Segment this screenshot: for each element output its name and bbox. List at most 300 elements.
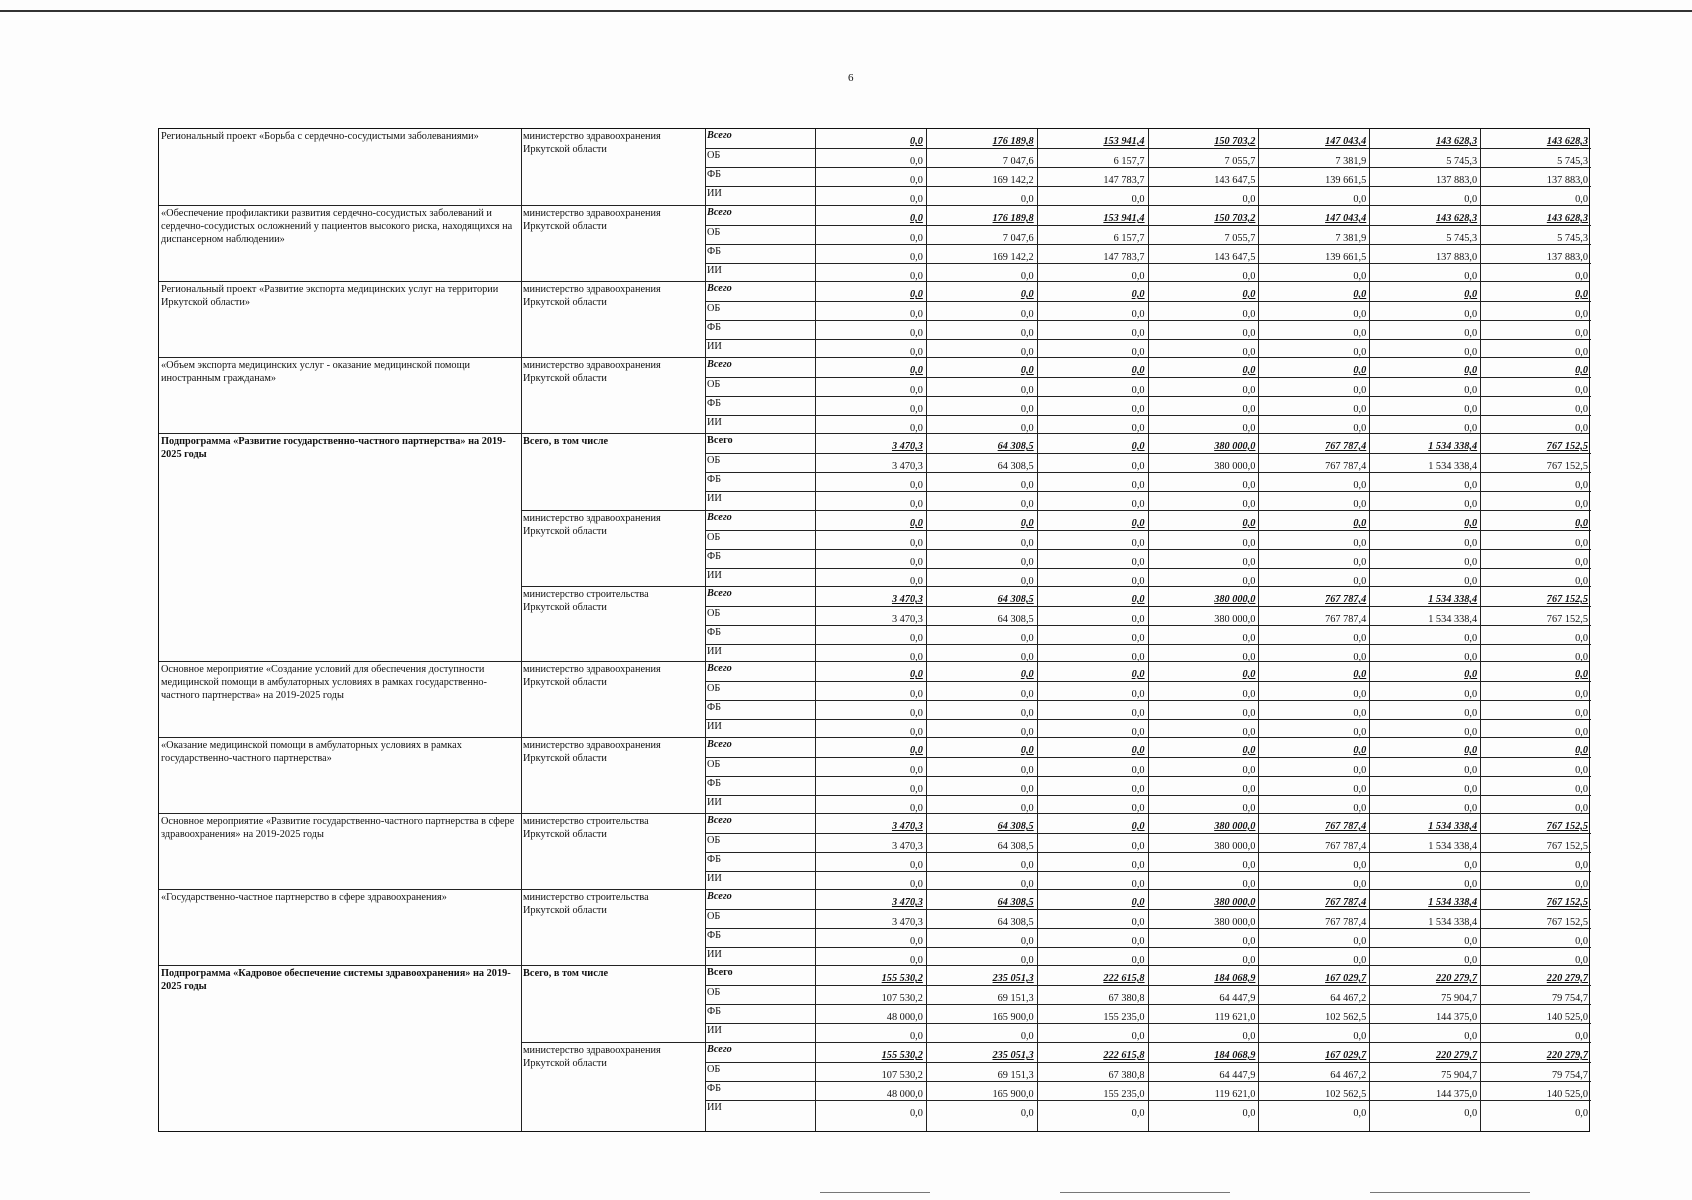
value-cell: 0,0 xyxy=(1575,745,1588,756)
value-cell: 102 562,5 xyxy=(1325,1012,1367,1023)
value-cell: 0,0 xyxy=(1131,289,1145,300)
value-cell: 0,0 xyxy=(1353,727,1367,738)
value-cell: 0,0 xyxy=(1242,518,1256,529)
executor-name: министерство строительства Иркутской области xyxy=(523,589,649,613)
value-cell: 1 534 338,4 xyxy=(1428,594,1478,605)
table-row xyxy=(705,795,1591,815)
value-cell: 1 534 338,4 xyxy=(1428,917,1478,928)
value-cell: 0,0 xyxy=(1242,1031,1256,1042)
executor-name: министерство здравоохранения Иркутской области xyxy=(523,513,661,537)
table-block xyxy=(159,889,1589,966)
value-cell: 64 308,5 xyxy=(997,821,1034,832)
value-cell: 165 900,0 xyxy=(992,1012,1034,1023)
value-cell: 0,0 xyxy=(1464,271,1478,282)
table-row xyxy=(705,186,1591,206)
value-cell: 0,0 xyxy=(1353,765,1367,776)
value-cell: 5 745,3 xyxy=(1557,233,1588,244)
funding-source-label: ИИ xyxy=(707,265,722,276)
executor-name: министерство здравоохранения Иркутской области xyxy=(523,360,661,384)
value-cell: 0,0 xyxy=(1020,328,1034,339)
value-cell: 0,0 xyxy=(1242,669,1256,680)
value-cell: 0,0 xyxy=(909,669,923,680)
table-row xyxy=(705,511,1591,530)
value-cell: 0,0 xyxy=(1353,385,1367,396)
value-cell: 0,0 xyxy=(1020,708,1034,719)
value-cell: 767 787,4 xyxy=(1325,821,1367,832)
value-cell: 6 157,7 xyxy=(1113,156,1145,167)
value-cell: 0,0 xyxy=(1131,194,1145,205)
value-cell: 0,0 xyxy=(1131,727,1145,738)
table-row xyxy=(705,206,1591,225)
value-cell: 0,0 xyxy=(909,879,923,890)
funding-source-label: ИИ xyxy=(707,721,722,732)
funding-source-label: ОБ xyxy=(707,379,721,390)
funding-source-label: ОБ xyxy=(707,608,721,619)
program-name: «Оказание медицинской помощи в амбулаторных условиях в рамках государственно-частного партнерства» xyxy=(161,740,462,764)
value-cell: 222 615,8 xyxy=(1103,973,1145,984)
value-cell: 169 142,2 xyxy=(992,252,1034,263)
funding-source-label: ФБ xyxy=(707,1006,722,1017)
value-cell: 767 152,5 xyxy=(1546,614,1588,625)
table-row xyxy=(705,167,1591,187)
value-cell: 0,0 xyxy=(1464,669,1478,680)
table-block xyxy=(159,737,1589,814)
value-cell: 0,0 xyxy=(909,1108,923,1119)
value-cell: 0,0 xyxy=(1353,309,1367,320)
value-cell: 0,0 xyxy=(1464,727,1478,738)
value-cell: 0,0 xyxy=(1020,480,1034,491)
value-cell: 0,0 xyxy=(1020,385,1034,396)
value-cell: 0,0 xyxy=(1575,271,1588,282)
table-row xyxy=(705,606,1591,626)
value-cell: 0,0 xyxy=(1020,1108,1034,1119)
scan-top-border xyxy=(0,10,1692,12)
table-row xyxy=(705,282,1591,301)
program-name: Региональный проект «Борьба с сердечно-сосудистыми заболеваниями» xyxy=(161,131,479,142)
scan-artifact-line xyxy=(1370,1192,1530,1193)
value-cell: 143 628,3 xyxy=(1546,213,1588,224)
value-cell: 0,0 xyxy=(1353,328,1367,339)
funding-source-label: ФБ xyxy=(707,169,722,180)
value-cell: 0,0 xyxy=(1353,423,1367,434)
value-cell: 0,0 xyxy=(1242,803,1256,814)
value-cell: 767 152,5 xyxy=(1546,841,1588,852)
value-cell: 0,0 xyxy=(909,156,923,167)
value-cell: 64 308,5 xyxy=(997,897,1034,908)
funding-source-label: Всего xyxy=(707,891,732,902)
value-cell: 139 661,5 xyxy=(1325,175,1367,186)
value-cell: 64 308,5 xyxy=(997,614,1034,625)
value-cell: 0,0 xyxy=(1131,669,1145,680)
value-cell: 0,0 xyxy=(1353,1108,1367,1119)
funding-source-label: Всего xyxy=(707,815,732,826)
value-cell: 0,0 xyxy=(1575,1108,1588,1119)
executor-name: министерство здравоохранения Иркутской области xyxy=(523,208,661,232)
value-cell: 380 000,0 xyxy=(1214,461,1256,472)
value-cell: 0,0 xyxy=(1242,309,1256,320)
value-cell: 155 530,2 xyxy=(881,973,923,984)
table-row xyxy=(705,1023,1591,1043)
value-cell: 107 530,2 xyxy=(881,993,923,1004)
value-cell: 767 152,5 xyxy=(1546,461,1588,472)
value-cell: 0,0 xyxy=(1353,879,1367,890)
value-cell: 235 051,3 xyxy=(992,973,1034,984)
value-cell: 0,0 xyxy=(1575,328,1588,339)
value-cell: 0,0 xyxy=(1131,271,1145,282)
value-cell: 0,0 xyxy=(909,936,923,947)
value-cell: 0,0 xyxy=(1464,365,1478,376)
table-row xyxy=(705,148,1591,168)
value-cell: 6 157,7 xyxy=(1113,233,1145,244)
value-cell: 184 068,9 xyxy=(1214,1050,1256,1061)
value-cell: 0,0 xyxy=(1353,576,1367,587)
value-cell: 0,0 xyxy=(1464,708,1478,719)
value-cell: 380 000,0 xyxy=(1214,897,1256,908)
value-cell: 119 621,0 xyxy=(1214,1089,1256,1100)
funding-source-label: ОБ xyxy=(707,911,721,922)
funding-source-label: ФБ xyxy=(707,398,722,409)
funding-source-label: ОБ xyxy=(707,987,721,998)
value-cell: 7 047,6 xyxy=(1002,156,1034,167)
value-cell: 0,0 xyxy=(909,194,923,205)
value-cell: 0,0 xyxy=(1575,708,1588,719)
value-cell: 1 534 338,4 xyxy=(1428,614,1478,625)
value-cell: 0,0 xyxy=(1575,727,1588,738)
value-cell: 0,0 xyxy=(1242,879,1256,890)
table-row xyxy=(705,587,1591,606)
value-cell: 0,0 xyxy=(909,955,923,966)
value-cell: 0,0 xyxy=(1131,538,1145,549)
value-cell: 147 783,7 xyxy=(1103,175,1145,186)
table-row xyxy=(705,320,1591,340)
value-cell: 75 904,7 xyxy=(1441,993,1478,1004)
value-cell: 222 615,8 xyxy=(1103,1050,1145,1061)
value-cell: 0,0 xyxy=(1464,538,1478,549)
value-cell: 0,0 xyxy=(1020,633,1034,644)
value-cell: 0,0 xyxy=(1575,784,1588,795)
value-cell: 137 883,0 xyxy=(1546,252,1588,263)
value-cell: 0,0 xyxy=(909,309,923,320)
value-cell: 0,0 xyxy=(1575,538,1588,549)
value-cell: 0,0 xyxy=(1353,652,1367,663)
value-cell: 150 703,2 xyxy=(1214,136,1256,147)
program-name: Подпрограмма «Развитие государственно-частного партнерства» на 2019-2025 годы xyxy=(161,436,506,460)
value-cell: 155 235,0 xyxy=(1103,1089,1145,1100)
program-name: «Объем экспорта медицинских услуг - оказание медицинской помощи иностранным гражданам» xyxy=(161,360,471,384)
value-cell: 0,0 xyxy=(1464,1108,1478,1119)
value-cell: 0,0 xyxy=(1575,385,1588,396)
funding-source-label: Всего xyxy=(707,130,732,141)
value-cell: 0,0 xyxy=(1020,669,1034,680)
table-block xyxy=(159,661,1589,738)
value-cell: 0,0 xyxy=(1131,309,1145,320)
value-cell: 0,0 xyxy=(1353,689,1367,700)
funding-source-label: ИИ xyxy=(707,493,722,504)
value-cell: 0,0 xyxy=(1242,708,1256,719)
value-cell: 767 787,4 xyxy=(1325,897,1367,908)
value-cell: 767 787,4 xyxy=(1325,614,1367,625)
value-cell: 0,0 xyxy=(1242,765,1256,776)
value-cell: 0,0 xyxy=(1353,784,1367,795)
value-cell: 0,0 xyxy=(1464,689,1478,700)
value-cell: 137 883,0 xyxy=(1435,252,1478,263)
value-cell: 0,0 xyxy=(1131,441,1145,452)
table-row xyxy=(705,852,1591,872)
value-cell: 767 152,5 xyxy=(1546,441,1588,452)
value-cell: 0,0 xyxy=(1131,461,1145,472)
funding-source-label: ИИ xyxy=(707,873,722,884)
value-cell: 167 029,7 xyxy=(1325,1050,1367,1061)
value-cell: 64 308,5 xyxy=(997,917,1034,928)
value-cell: 0,0 xyxy=(1131,633,1145,644)
value-cell: 0,0 xyxy=(1131,1031,1145,1042)
value-cell: 7 381,9 xyxy=(1335,233,1367,244)
value-cell: 102 562,5 xyxy=(1325,1089,1367,1100)
value-cell: 380 000,0 xyxy=(1214,594,1256,605)
value-cell: 3 470,3 xyxy=(891,897,923,908)
table-row xyxy=(705,472,1591,492)
table-row xyxy=(705,396,1591,416)
value-cell: 0,0 xyxy=(1131,347,1145,358)
value-cell: 0,0 xyxy=(1575,576,1588,587)
program-name: Региональный проект «Развитие экспорта медицинских услуг на территории Иркутской области» xyxy=(161,284,499,308)
funding-source-label: ИИ xyxy=(707,188,722,199)
executor-name: министерство здравоохранения Иркутской области xyxy=(523,740,661,764)
table-row xyxy=(705,549,1591,569)
value-cell: 143 628,3 xyxy=(1546,136,1588,147)
funding-source-label: ФБ xyxy=(707,778,722,789)
value-cell: 0,0 xyxy=(1020,955,1034,966)
scan-artifact-line xyxy=(1060,1192,1230,1193)
value-cell: 0,0 xyxy=(1020,689,1034,700)
executor-group xyxy=(521,129,1591,205)
value-cell: 147 783,7 xyxy=(1103,252,1145,263)
funding-source-label: ОБ xyxy=(707,455,721,466)
table-row xyxy=(705,244,1591,264)
value-cell: 0,0 xyxy=(909,233,923,244)
value-cell: 0,0 xyxy=(1464,289,1478,300)
value-cell: 147 043,4 xyxy=(1325,213,1367,224)
page-number: 6 xyxy=(848,72,854,84)
value-cell: 0,0 xyxy=(1020,518,1034,529)
value-cell: 0,0 xyxy=(909,708,923,719)
value-cell: 176 189,8 xyxy=(992,136,1034,147)
value-cell: 144 375,0 xyxy=(1435,1012,1478,1023)
funding-source-label: Всего xyxy=(707,739,732,750)
value-cell: 0,0 xyxy=(909,404,923,415)
value-cell: 0,0 xyxy=(1020,423,1034,434)
value-cell: 7 055,7 xyxy=(1224,233,1256,244)
funding-source-label: Всего xyxy=(707,1044,732,1055)
value-cell: 0,0 xyxy=(1464,499,1478,510)
value-cell: 0,0 xyxy=(1131,1108,1145,1119)
executor-group xyxy=(521,510,1591,587)
value-cell: 0,0 xyxy=(1464,803,1478,814)
value-cell: 147 043,4 xyxy=(1325,136,1367,147)
value-cell: 0,0 xyxy=(1464,652,1478,663)
value-cell: 0,0 xyxy=(1575,289,1588,300)
value-cell: 0,0 xyxy=(909,423,923,434)
value-cell: 64 467,2 xyxy=(1330,993,1367,1004)
value-cell: 155 530,2 xyxy=(881,1050,923,1061)
value-cell: 0,0 xyxy=(1020,404,1034,415)
value-cell: 0,0 xyxy=(1020,576,1034,587)
value-cell: 0,0 xyxy=(1242,404,1256,415)
funding-source-label: ФБ xyxy=(707,474,722,485)
value-cell: 767 787,4 xyxy=(1325,917,1367,928)
funding-source-label: ФБ xyxy=(707,246,722,257)
program-name: Основное мероприятие «Развитие государственно-частного партнерства в сфере здравоохранения» на 2019-2025 годы xyxy=(161,816,515,840)
executor-name: министерство здравоохранения Иркутской области xyxy=(523,131,661,155)
value-cell: 767 152,5 xyxy=(1546,594,1588,605)
value-cell: 0,0 xyxy=(1020,765,1034,776)
value-cell: 0,0 xyxy=(1131,557,1145,568)
value-cell: 64 308,5 xyxy=(997,461,1034,472)
funding-source-label: ОБ xyxy=(707,532,721,543)
program-name: Подпрограмма «Кадровое обеспечение системы здравоохранения» на 2019-2025 годы xyxy=(161,968,511,992)
value-cell: 137 883,0 xyxy=(1435,175,1478,186)
table-row xyxy=(705,263,1591,283)
value-cell: 0,0 xyxy=(1131,480,1145,491)
value-cell: 0,0 xyxy=(909,1031,923,1042)
value-cell: 67 380,8 xyxy=(1108,1070,1145,1081)
table-row xyxy=(705,1043,1591,1062)
value-cell: 0,0 xyxy=(1353,480,1367,491)
executor-group xyxy=(521,358,1591,434)
table-row xyxy=(705,225,1591,245)
value-cell: 0,0 xyxy=(1464,860,1478,871)
value-cell: 169 142,2 xyxy=(992,175,1034,186)
value-cell: 0,0 xyxy=(1575,860,1588,871)
value-cell: 0,0 xyxy=(1131,708,1145,719)
value-cell: 0,0 xyxy=(1242,557,1256,568)
value-cell: 64 308,5 xyxy=(997,841,1034,852)
value-cell: 0,0 xyxy=(1242,689,1256,700)
value-cell: 137 883,0 xyxy=(1546,175,1588,186)
value-cell: 1 534 338,4 xyxy=(1428,441,1478,452)
table-row xyxy=(705,833,1591,853)
value-cell: 3 470,3 xyxy=(891,917,923,928)
table-row xyxy=(705,453,1591,473)
value-cell: 0,0 xyxy=(909,727,923,738)
value-cell: 0,0 xyxy=(1131,576,1145,587)
value-cell: 0,0 xyxy=(1242,652,1256,663)
value-cell: 0,0 xyxy=(909,803,923,814)
value-cell: 220 279,7 xyxy=(1546,1050,1588,1061)
funding-source-label: ИИ xyxy=(707,646,722,657)
funding-source-label: ФБ xyxy=(707,702,722,713)
value-cell: 0,0 xyxy=(1020,860,1034,871)
value-cell: 0,0 xyxy=(909,213,923,224)
executor-group xyxy=(521,206,1591,282)
value-cell: 0,0 xyxy=(1020,936,1034,947)
value-cell: 69 151,3 xyxy=(997,993,1034,1004)
value-cell: 0,0 xyxy=(1131,404,1145,415)
value-cell: 1 534 338,4 xyxy=(1428,461,1478,472)
value-cell: 5 745,3 xyxy=(1446,233,1478,244)
funding-source-label: ИИ xyxy=(707,1102,722,1113)
value-cell: 64 308,5 xyxy=(997,594,1034,605)
value-cell: 0,0 xyxy=(1131,821,1145,832)
value-cell: 0,0 xyxy=(1353,289,1367,300)
value-cell: 0,0 xyxy=(1464,328,1478,339)
table-row xyxy=(705,909,1591,929)
value-cell: 767 787,4 xyxy=(1325,441,1367,452)
value-cell: 0,0 xyxy=(1242,936,1256,947)
value-cell: 0,0 xyxy=(909,765,923,776)
value-cell: 0,0 xyxy=(1464,385,1478,396)
value-cell: 0,0 xyxy=(909,745,923,756)
funding-source-label: ОБ xyxy=(707,303,721,314)
value-cell: 0,0 xyxy=(1242,365,1256,376)
value-cell: 0,0 xyxy=(1242,633,1256,644)
table-row xyxy=(705,377,1591,397)
value-cell: 3 470,3 xyxy=(891,821,923,832)
funding-source-label: ФБ xyxy=(707,930,722,941)
table-row xyxy=(705,662,1591,681)
executor-name: министерство здравоохранения Иркутской области xyxy=(523,1045,661,1069)
value-cell: 0,0 xyxy=(1575,480,1588,491)
value-cell: 0,0 xyxy=(1353,955,1367,966)
value-cell: 0,0 xyxy=(1575,518,1588,529)
value-cell: 0,0 xyxy=(1020,1031,1034,1042)
value-cell: 0,0 xyxy=(1575,309,1588,320)
table-row xyxy=(705,890,1591,909)
funding-source-label: Всего xyxy=(707,435,733,446)
funding-source-label: ФБ xyxy=(707,627,722,638)
value-cell: 0,0 xyxy=(1575,803,1588,814)
executor-group xyxy=(521,738,1591,814)
value-cell: 0,0 xyxy=(1464,347,1478,358)
table-block xyxy=(159,129,1589,205)
table-row xyxy=(705,814,1591,833)
value-cell: 0,0 xyxy=(1575,1031,1588,1042)
value-cell: 767 787,4 xyxy=(1325,841,1367,852)
program-name: «Обеспечение профилактики развития сердечно-сосудистых заболеваний и сердечно-сосудистых осложнений у пациентов высокого риска, находящихся на диспансерном наблюдении» xyxy=(161,208,513,245)
value-cell: 79 754,7 xyxy=(1551,993,1588,1004)
executor-group xyxy=(521,966,1591,1042)
value-cell: 0,0 xyxy=(1464,955,1478,966)
value-cell: 380 000,0 xyxy=(1214,821,1256,832)
table-block xyxy=(159,813,1589,890)
value-cell: 64 447,9 xyxy=(1219,993,1256,1004)
executor-group xyxy=(521,890,1591,966)
value-cell: 0,0 xyxy=(1020,803,1034,814)
value-cell: 0,0 xyxy=(1242,194,1256,205)
value-cell: 0,0 xyxy=(1242,955,1256,966)
value-cell: 0,0 xyxy=(1242,328,1256,339)
value-cell: 153 941,4 xyxy=(1103,136,1145,147)
value-cell: 0,0 xyxy=(1131,765,1145,776)
value-cell: 0,0 xyxy=(1131,689,1145,700)
value-cell: 0,0 xyxy=(1575,194,1588,205)
value-cell: 0,0 xyxy=(1575,365,1588,376)
value-cell: 0,0 xyxy=(1464,936,1478,947)
table-row xyxy=(705,339,1591,359)
funding-source-label: Всего xyxy=(707,359,732,370)
value-cell: 0,0 xyxy=(1464,765,1478,776)
executor-name: Всего, в том числе xyxy=(523,436,609,447)
funding-source-label: ОБ xyxy=(707,759,721,770)
value-cell: 0,0 xyxy=(1020,499,1034,510)
executor-group xyxy=(521,586,1591,663)
value-cell: 0,0 xyxy=(1131,365,1145,376)
value-cell: 7 055,7 xyxy=(1224,156,1256,167)
value-cell: 0,0 xyxy=(1353,708,1367,719)
table-block xyxy=(159,433,1589,662)
value-cell: 0,0 xyxy=(909,518,923,529)
value-cell: 69 151,3 xyxy=(997,1070,1034,1081)
